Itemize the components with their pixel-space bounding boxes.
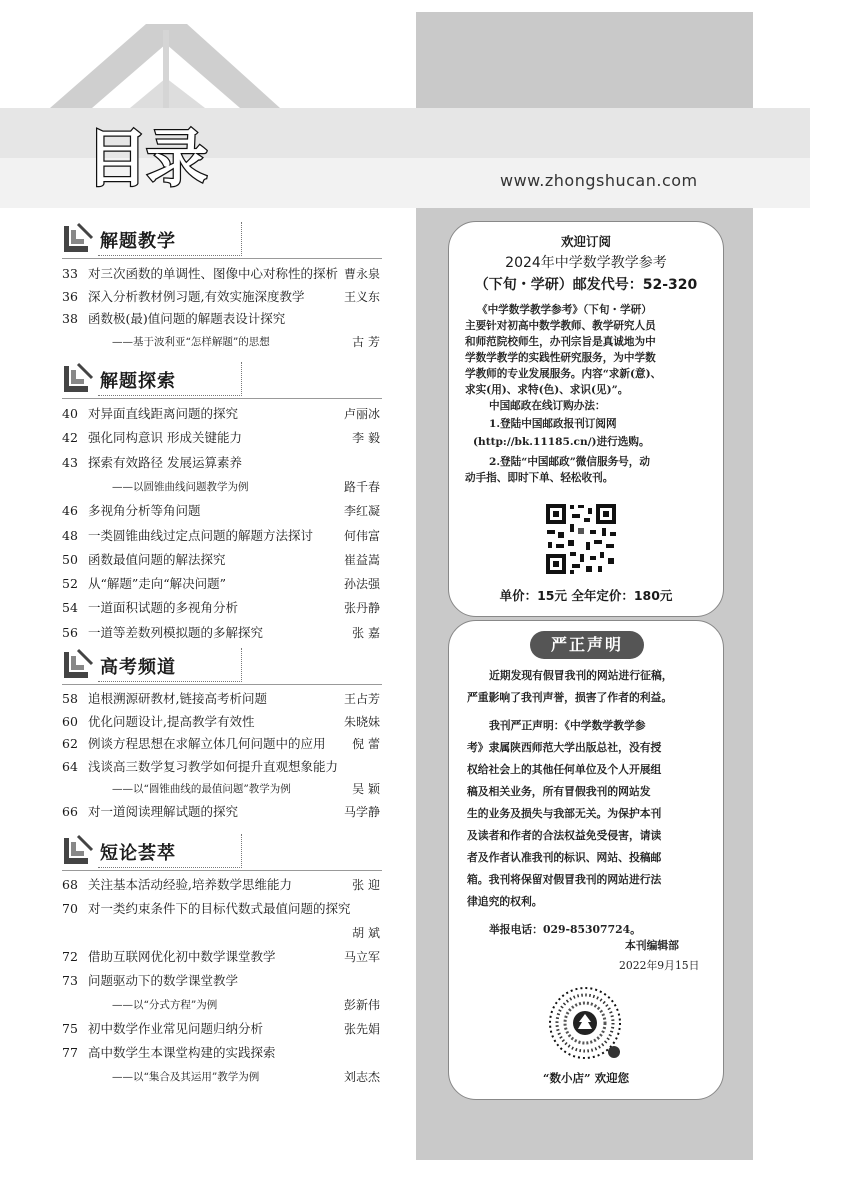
toc-entry[interactable]: [62, 995, 384, 1015]
toc-article-title: ——以“圆锥曲线的最值问题”教学为例: [112, 783, 291, 796]
toc-page-number: 46: [62, 503, 78, 519]
toc-author: 吴 颖: [352, 782, 380, 797]
subscription-journal: 2024年中学数学教学参考: [505, 255, 667, 271]
toc-article-title: 关注基本活动经验,培养数学思维能力: [88, 877, 292, 892]
toc-page-number: 62: [62, 736, 78, 752]
subscription-line: 中国邮政在线订购办法：: [489, 400, 606, 412]
toc-article-title: 深入分析教材例习题,有效实施深度教学: [88, 288, 305, 304]
statement-line: 箱。我刊将保留对假冒我刊的网站进行法: [467, 873, 662, 886]
toc-entry[interactable]: [62, 574, 384, 594]
toc-author: 张先娟: [343, 1022, 380, 1036]
toc-article-title: 对异面直线距离问题的探究: [88, 406, 239, 421]
section-underline: [98, 867, 242, 868]
toc-article-title: 函数极(最)值问题的解题表设计探究: [88, 311, 286, 326]
toc-page-number: 52: [62, 576, 78, 592]
report-phone: 举报电话：029-85307724。: [489, 923, 641, 936]
toc-article-title: 强化同构意识 形成关键能力: [88, 430, 242, 446]
toc-article-title: 借助互联网优化初中数学课堂教学: [88, 949, 276, 964]
toc-article-title: 初中数学作业常见问题归纳分析: [88, 1021, 264, 1036]
toc-author: 胡 斌: [352, 926, 380, 940]
toc-page-number: 64: [62, 758, 78, 774]
toc-article-title: 浅谈高三数学复习教学如何提升直观想象能力: [88, 758, 339, 774]
section-underline: [98, 681, 242, 682]
subscription-card: [448, 221, 724, 617]
toc-page-number: 54: [62, 600, 78, 616]
section-header: [62, 362, 242, 396]
section-divider: [241, 834, 242, 868]
toc-page-number: 42: [62, 430, 78, 446]
toc-entry[interactable]: [62, 779, 384, 799]
subscription-line: 学数学教学的实践性研究服务，为中学数: [465, 352, 656, 364]
toc-author: 彭新伟: [343, 998, 380, 1012]
section-underline: [98, 255, 242, 256]
toc-author: 李红凝: [343, 504, 380, 519]
toc-page-number: 66: [62, 804, 78, 819]
subscription-line: 2.登陆“中国邮政”微信服务号，动: [489, 456, 650, 468]
statement-line: 稿及相关业务，所有冒假我刊的网站发: [467, 785, 651, 798]
qr-code-icon[interactable]: [544, 502, 618, 576]
toc-page-number: 50: [62, 551, 78, 567]
statement-line: 者及作者认准我刊的标识、网站、投稿邮: [467, 851, 662, 864]
toc-author: 孙法强: [343, 577, 380, 592]
toc-article-title: 问题驱动下的数学课堂教学: [88, 973, 239, 988]
toc-author: 王占芳: [343, 692, 380, 706]
toc-page-number: 56: [62, 624, 78, 640]
toc-page-number: 77: [62, 1045, 78, 1060]
toc-article-title: ——以“分式方程”为例: [112, 999, 218, 1011]
section-rule: [62, 870, 382, 871]
toc-article-title: 对三次函数的单调性、图像中心对称性的探析: [88, 266, 339, 281]
toc-article-title: 多视角分析等角问题: [88, 503, 201, 519]
toc-article-title: 优化问题设计,提高教学有效性: [88, 713, 255, 729]
toc-article-title: 一类圆锥曲线过定点问题的解题方法探讨: [88, 527, 314, 543]
toc-page-number: 36: [62, 288, 78, 304]
toc-author: 张丹静: [343, 601, 380, 616]
statement-line: 近期发现有假冒我刊的网站进行征稿，: [489, 669, 673, 682]
section-divider: [241, 222, 242, 256]
section-rule: [62, 258, 382, 259]
statement-date: 2022年9月15日: [619, 959, 700, 972]
toc-page-number: 73: [62, 973, 78, 988]
mini-program-code-icon[interactable]: [548, 986, 622, 1060]
toc-entry[interactable]: [62, 598, 384, 618]
toc-article-title: 对一道阅读理解试题的探究: [88, 804, 239, 819]
toc-article-title: 探索有效路径 发展运算素养: [88, 454, 242, 470]
toc-article-title: 例谈方程思想在求解立体几何问题中的应用: [88, 736, 326, 752]
toc-page-number: 68: [62, 877, 78, 892]
toc-article-title: 一道面积试题的多视角分析: [88, 600, 239, 616]
toc-author: 卢丽冰: [343, 407, 380, 421]
subscription-line: 动手指、即时下单、轻松收刊。: [465, 472, 614, 484]
toc-author: 朱晓妹: [343, 714, 380, 729]
toc-entry[interactable]: [62, 1043, 384, 1063]
toc-article-title: ——以圆锥曲线问题教学为例: [112, 480, 249, 493]
toc-page-number: 48: [62, 527, 78, 543]
toc-article-title: 高中数学生本课堂构建的实践探索: [88, 1045, 276, 1060]
subscription-heading: 欢迎订阅: [560, 234, 611, 249]
toc-entry[interactable]: [62, 501, 384, 521]
section-title: 短论荟萃: [100, 843, 176, 864]
toc-entry[interactable]: [62, 453, 384, 473]
toc-article-title: 一道等差数列模拟题的多解探究: [88, 624, 264, 640]
toc-page-number: 58: [62, 691, 78, 706]
toc-entry[interactable]: [62, 264, 384, 284]
section-title: 高考频道: [100, 657, 176, 678]
section-rule: [62, 684, 382, 685]
subscription-link[interactable]: (http://bk.11185.cn/)进行选购。: [473, 436, 650, 448]
toc-entry[interactable]: [62, 734, 384, 754]
toc-page-number: 72: [62, 949, 78, 964]
toc-author: 古 芳: [352, 334, 380, 349]
section-title: 解题探索: [100, 371, 176, 392]
toc-author: 李 毅: [352, 431, 380, 446]
toc-author: 王义东: [343, 289, 380, 304]
toc-entry[interactable]: [62, 689, 384, 709]
toc-entry[interactable]: [62, 1067, 384, 1087]
section-header: [62, 834, 242, 868]
toc-page-number: 40: [62, 406, 78, 421]
section-logo-icon: [62, 648, 94, 680]
toc-author: 张 迎: [352, 878, 380, 892]
toc-entry[interactable]: [62, 332, 384, 352]
subscription-line: 学教师的专业发展服务。内容“求新(意)、: [465, 368, 662, 380]
section-divider: [241, 362, 242, 396]
signature: 本刊编辑部: [625, 939, 679, 952]
subscription-line: 1.登陆中国邮政报刊订阅网: [489, 418, 617, 430]
toc-author: 何伟富: [343, 528, 380, 543]
section-header: [62, 648, 242, 682]
toc-article-title: 追根溯源研教材,链接高考析问题: [88, 691, 267, 706]
toc-entry[interactable]: [62, 971, 384, 991]
toc-entry[interactable]: [62, 309, 384, 329]
section-underline: [98, 395, 242, 396]
toc-entry[interactable]: [62, 875, 384, 895]
toc-page-number: 70: [62, 901, 78, 916]
toc-entry[interactable]: [62, 802, 384, 822]
toc-entry[interactable]: [62, 526, 384, 546]
section-rule: [62, 398, 382, 399]
toc-article-title: ——基于波利亚“怎样解题”的思想: [112, 335, 270, 348]
statement-title: 严正声明: [530, 631, 644, 659]
store-label: “数小店” 欢迎您: [542, 1071, 630, 1085]
toc-article-title: ——以“集合及其运用”教学为例: [112, 1071, 260, 1083]
toc-page-number: 43: [62, 454, 78, 470]
toc-entry[interactable]: [62, 899, 384, 919]
toc-author: 马立军: [343, 950, 380, 964]
toc-entry[interactable]: [62, 477, 384, 497]
toc-author: 崔益嵩: [343, 552, 380, 567]
section-header: [62, 222, 242, 256]
statement-line: 考》隶属陕西师范大学出版总社，没有授: [467, 741, 662, 754]
subscription-line: 《中学数学教学参考》（下旬・学研）: [477, 304, 652, 316]
toc-article-title: 从“解题”走向“解决问题”: [88, 576, 227, 592]
toc-entry[interactable]: [62, 404, 384, 424]
toc-entry[interactable]: [62, 947, 384, 967]
statement-line: 我刊严正声明：《中学数学教学参: [489, 719, 646, 732]
toc-entry[interactable]: [62, 287, 384, 307]
toc-author: 马学静: [343, 805, 380, 819]
section-logo-icon: [62, 222, 94, 254]
toc-entry[interactable]: [62, 428, 384, 448]
section-divider: [241, 648, 242, 682]
toc-page-number: 75: [62, 1021, 78, 1036]
section-title: 解题教学: [100, 231, 176, 252]
toc-author: 张 嘉: [352, 625, 380, 640]
toc-author: 刘志杰: [343, 1070, 380, 1084]
toc-page-number: 38: [62, 311, 78, 326]
section-logo-icon: [62, 834, 94, 866]
toc-entry[interactable]: [62, 757, 384, 777]
statement-card: [448, 620, 724, 1100]
website-url[interactable]: www.zhongshucan.com: [500, 171, 698, 190]
toc-page-number: 33: [62, 266, 78, 281]
price-line: 单价：15元 全年定价：180元: [499, 588, 673, 603]
toc-entry[interactable]: [62, 1019, 384, 1039]
subscription-postcode: （下旬・学研）邮发代号：52-320: [474, 277, 698, 293]
toc-entry[interactable]: [62, 623, 384, 643]
toc-article-title: 函数最值问题的解法探究: [88, 551, 226, 567]
toc-entry[interactable]: [62, 712, 384, 732]
statement-line: 生的业务及损失与我部无关。为保护本刊: [467, 807, 662, 820]
subscription-line: 求实(用)、求特(色)、求识(见)”。: [465, 384, 629, 396]
statement-line: 律追究的权利。: [467, 895, 543, 908]
toc-entry[interactable]: [62, 923, 384, 943]
subscription-line: 和师范院校师生，办刊宗旨是真诚地为中: [465, 336, 656, 348]
subscription-line: 主要针对初高中数学教师、教学研究人员: [465, 320, 656, 332]
statement-line: 严重影响了我刊声誉，损害了作者的利益。: [467, 691, 673, 704]
toc-article-title: 对一类约束条件下的目标代数式最值问题的探究: [88, 901, 351, 916]
toc-author: 倪 蕾: [352, 737, 380, 752]
toc-entry[interactable]: [62, 550, 384, 570]
toc-page-number: 60: [62, 713, 78, 729]
statement-line: 权给社会上的其他任何单位及个人开展组: [467, 763, 662, 776]
statement-line: 及读者和作者的合法权益免受侵害，请读: [467, 829, 662, 842]
toc-author: 路千春: [343, 479, 380, 494]
section-logo-icon: [62, 362, 94, 394]
page-title: 目录: [86, 122, 207, 195]
toc-author: 曹永泉: [343, 267, 380, 281]
